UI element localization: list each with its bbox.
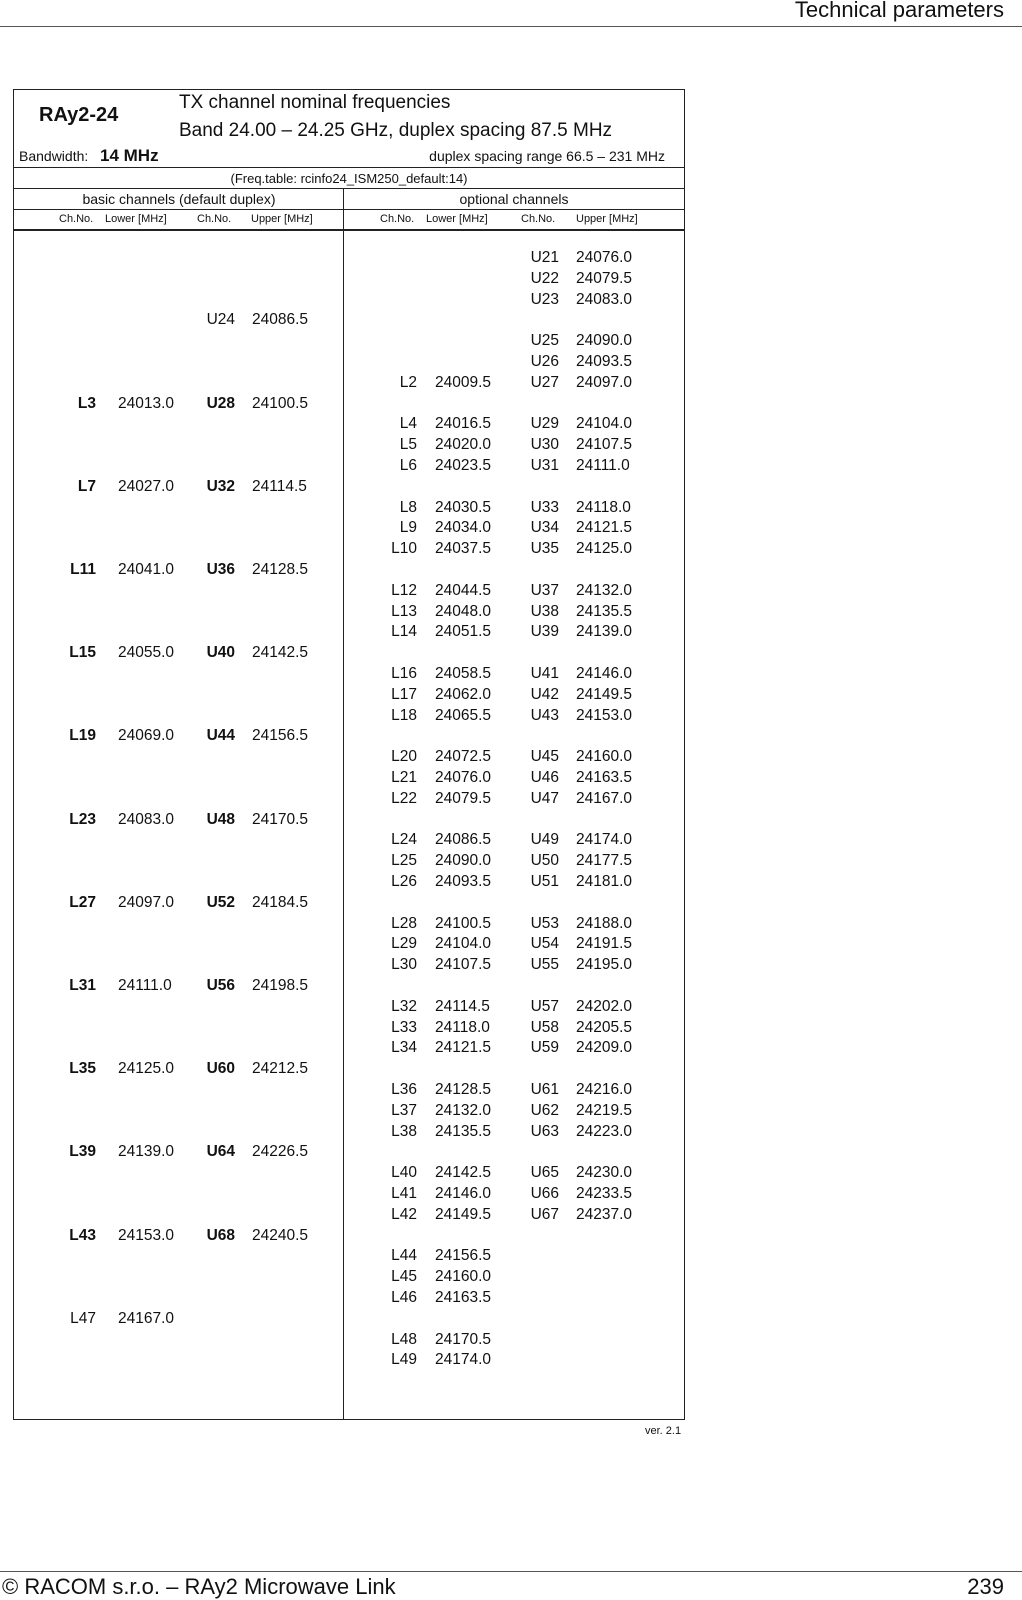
optional-frequency-upper: 24139.0 xyxy=(576,623,633,641)
optional-frequency-upper: 24181.0 xyxy=(576,873,633,890)
optional-frequency-lower: 24051.5 xyxy=(435,623,492,641)
optional-frequency-upper: 24230.0 xyxy=(576,1164,633,1182)
optional-channel-number-lower: L21 xyxy=(391,769,417,786)
optional-frequency-upper: 24083.0 xyxy=(576,290,633,308)
channel-frequency-table xyxy=(13,89,685,1420)
optional-frequency-upper: 24163.5 xyxy=(576,769,633,786)
optional-frequency-upper: 24191.5 xyxy=(576,935,633,953)
optional-channel-number-upper: U54 xyxy=(530,935,559,953)
optional-frequency-lower: 24093.5 xyxy=(435,873,492,890)
basic-channel-number-upper: U52 xyxy=(206,893,235,911)
optional-frequency-lower: 24058.5 xyxy=(435,665,492,682)
optional-frequency-lower: 24160.0 xyxy=(435,1268,492,1286)
optional-frequency-upper: 24216.0 xyxy=(576,1081,633,1098)
optional-frequency-lower: 24100.5 xyxy=(435,914,492,932)
optional-channel-number-lower: L37 xyxy=(391,1101,417,1119)
optional-channel-number-upper: U50 xyxy=(530,852,559,870)
table-title: TX channel nominal frequencies xyxy=(179,92,451,113)
optional-channel-number-upper: U29 xyxy=(530,415,559,433)
optional-channel-number-upper: U66 xyxy=(530,1185,559,1202)
optional-frequency-upper: 24223.0 xyxy=(576,1122,633,1140)
optional-channel-number-upper: U65 xyxy=(530,1164,559,1182)
optional-frequency-upper: 24107.5 xyxy=(576,436,633,454)
header-divider xyxy=(0,26,1022,27)
optional-frequency-upper: 24177.5 xyxy=(576,852,633,870)
optional-channel-number-lower: L17 xyxy=(391,685,417,703)
optional-channel-number-upper: U26 xyxy=(530,353,559,370)
optional-channel-number-upper: U49 xyxy=(530,831,559,849)
bandwidth-value: 14 MHz xyxy=(100,146,159,165)
optional-frequency-upper: 24233.5 xyxy=(576,1185,633,1202)
optional-frequency-upper: 24090.0 xyxy=(576,332,633,350)
optional-channel-number-upper: U21 xyxy=(530,249,559,266)
basic-channel-number-upper: U36 xyxy=(206,561,235,578)
optional-frequency-lower: 24128.5 xyxy=(435,1081,492,1098)
optional-channel-number-lower: L13 xyxy=(391,602,417,620)
basic-frequency-lower: 24153.0 xyxy=(118,1226,175,1244)
basic-frequency-lower: 24069.0 xyxy=(118,727,175,745)
optional-channel-number-lower: L40 xyxy=(391,1164,417,1182)
basic-frequency-upper: 24128.5 xyxy=(252,561,309,578)
optional-channel-number-upper: U61 xyxy=(530,1081,559,1098)
optional-frequency-lower: 24114.5 xyxy=(435,997,490,1015)
column-separator xyxy=(343,188,344,1419)
optional-frequency-lower: 24076.0 xyxy=(435,769,492,786)
optional-frequency-upper: 24097.0 xyxy=(576,373,633,391)
optional-frequency-lower: 24132.0 xyxy=(435,1101,492,1119)
optional-frequency-lower: 24023.5 xyxy=(435,457,492,474)
optional-frequency-lower: 24107.5 xyxy=(435,956,492,974)
optional-frequency-upper: 24104.0 xyxy=(576,415,633,433)
basic-frequency-lower: 24041.0 xyxy=(118,561,175,578)
optional-channel-number-lower: L28 xyxy=(391,914,417,932)
optional-channel-number-lower: L20 xyxy=(391,748,417,766)
optional-channel-number-lower: L29 xyxy=(391,935,417,953)
optional-channel-number-lower: L18 xyxy=(391,706,417,724)
basic-channel-number-lower: L23 xyxy=(69,810,96,828)
basic-frequency-lower: 24139.0 xyxy=(118,1143,175,1161)
optional-channel-number-lower: L9 xyxy=(399,519,417,537)
basic-frequency-upper: 24114.5 xyxy=(252,477,307,495)
optional-channel-number-upper: U53 xyxy=(530,914,559,932)
optional-frequency-lower: 24016.5 xyxy=(435,415,492,433)
optional-channel-number-lower: L49 xyxy=(391,1351,417,1369)
optional-channel-number-upper: U46 xyxy=(530,769,559,786)
optional-channel-number-lower: L22 xyxy=(391,789,417,807)
optional-frequency-lower: 24149.5 xyxy=(435,1205,492,1223)
optional-frequency-lower: 24044.5 xyxy=(435,581,492,599)
optional-channel-number-upper: U37 xyxy=(530,581,559,599)
col-header-chno: Ch.No. xyxy=(380,213,415,225)
optional-frequency-lower: 24146.0 xyxy=(435,1185,492,1202)
optional-frequency-upper: 24195.0 xyxy=(576,956,633,974)
basic-channel-number-upper: U64 xyxy=(206,1143,235,1161)
basic-frequency-upper: 24100.5 xyxy=(252,394,309,412)
optional-channel-number-lower: L2 xyxy=(399,373,417,391)
basic-channel-number-lower: L47 xyxy=(70,1309,96,1327)
basic-frequency-lower: 24125.0 xyxy=(118,1060,175,1078)
optional-frequency-upper: 24205.5 xyxy=(576,1018,633,1036)
optional-channel-number-lower: L45 xyxy=(391,1268,417,1286)
basic-channel-number-lower: L31 xyxy=(69,977,96,994)
optional-channel-number-lower: L33 xyxy=(391,1018,417,1036)
optional-frequency-lower: 24163.5 xyxy=(435,1289,492,1306)
optional-channel-number-lower: L34 xyxy=(391,1039,417,1057)
basic-channel-number-lower: L27 xyxy=(69,893,96,911)
optional-frequency-upper: 24118.0 xyxy=(576,498,631,516)
optional-channel-number-lower: L25 xyxy=(391,852,417,870)
footer-divider xyxy=(0,1571,1022,1572)
optional-frequency-lower: 24072.5 xyxy=(435,748,492,766)
optional-channel-number-upper: U47 xyxy=(530,789,559,807)
optional-channel-number-lower: L41 xyxy=(391,1185,417,1202)
basic-channel-number-lower: L11 xyxy=(70,561,96,578)
optional-frequency-upper: 24237.0 xyxy=(576,1205,633,1223)
optional-frequency-lower: 24065.5 xyxy=(435,706,492,724)
basic-channel-number-upper: U60 xyxy=(206,1060,235,1078)
basic-frequency-upper: 24086.5 xyxy=(252,311,309,329)
basic-channel-number-lower: L15 xyxy=(69,644,96,662)
optional-frequency-upper: 24135.5 xyxy=(576,602,633,620)
optional-frequency-upper: 24121.5 xyxy=(576,519,633,537)
basic-channel-number-upper: U24 xyxy=(206,311,235,329)
basic-channel-number-upper: U40 xyxy=(206,644,235,662)
optional-channel-number-upper: U39 xyxy=(530,623,559,641)
freq-table-name: (Freq.table: rcinfo24_ISM250_default:14) xyxy=(230,171,468,186)
optional-channel-number-upper: U51 xyxy=(530,873,559,890)
optional-frequency-lower: 24020.0 xyxy=(435,436,492,454)
optional-channel-number-lower: L26 xyxy=(391,873,417,890)
basic-channel-number-upper: U68 xyxy=(206,1226,235,1244)
optional-frequency-lower: 24118.0 xyxy=(435,1018,490,1036)
basic-frequency-upper: 24240.5 xyxy=(252,1226,309,1244)
col-header-upper: Upper [MHz] xyxy=(251,213,313,225)
basic-channel-number-upper: U32 xyxy=(206,477,235,495)
col-header-upper: Upper [MHz] xyxy=(576,213,638,225)
optional-channel-number-upper: U35 xyxy=(530,540,559,558)
divider xyxy=(14,167,684,168)
optional-channel-number-lower: L16 xyxy=(391,665,417,682)
basic-frequency-upper: 24184.5 xyxy=(252,893,309,911)
optional-channel-number-upper: U23 xyxy=(530,290,559,308)
basic-channel-number-lower: L19 xyxy=(69,727,96,745)
optional-channel-number-lower: L5 xyxy=(399,436,417,454)
optional-frequency-upper: 24076.0 xyxy=(576,249,633,266)
optional-frequency-lower: 24121.5 xyxy=(435,1039,492,1057)
optional-frequency-upper: 24132.0 xyxy=(576,581,633,599)
basic-channel-number-lower: L43 xyxy=(69,1226,96,1244)
basic-channel-number-lower: L7 xyxy=(77,477,96,495)
optional-channel-number-upper: U31 xyxy=(530,457,559,474)
optional-frequency-lower: 24170.5 xyxy=(435,1330,492,1348)
optional-channel-number-lower: L44 xyxy=(391,1247,417,1265)
optional-channel-number-lower: L10 xyxy=(391,540,417,558)
optional-frequency-lower: 24048.0 xyxy=(435,602,492,620)
optional-channel-number-upper: U30 xyxy=(530,436,559,454)
group-basic-label: basic channels (default duplex) xyxy=(82,191,276,207)
band-description: Band 24.00 – 24.25 GHz, duplex spacing 87.5 MHz xyxy=(179,120,613,141)
optional-frequency-lower: 24009.5 xyxy=(435,373,492,391)
optional-frequency-lower: 24062.0 xyxy=(435,685,492,703)
divider xyxy=(14,229,684,231)
optional-frequency-lower: 24037.5 xyxy=(435,540,492,558)
optional-channel-number-upper: U58 xyxy=(530,1018,559,1036)
optional-channel-number-upper: U38 xyxy=(530,602,559,620)
footer-copyright: © RACOM s.r.o. – RAy2 Microwave Link xyxy=(2,1574,396,1599)
basic-frequency-upper: 24226.5 xyxy=(252,1143,309,1161)
basic-frequency-lower: 24055.0 xyxy=(118,644,175,662)
optional-frequency-lower: 24086.5 xyxy=(435,831,492,849)
optional-frequency-upper: 24160.0 xyxy=(576,748,633,766)
optional-frequency-upper: 24153.0 xyxy=(576,706,633,724)
optional-channel-number-lower: L30 xyxy=(391,956,417,974)
optional-frequency-upper: 24219.5 xyxy=(576,1101,633,1119)
optional-channel-number-upper: U27 xyxy=(530,373,559,391)
col-header-lower: Lower [MHz] xyxy=(105,213,167,225)
optional-frequency-lower: 24174.0 xyxy=(435,1351,492,1369)
basic-frequency-upper: 24142.5 xyxy=(252,644,309,662)
optional-channel-number-lower: L12 xyxy=(391,581,417,599)
optional-frequency-upper: 24188.0 xyxy=(576,914,633,932)
optional-channel-number-upper: U34 xyxy=(530,519,559,537)
optional-channel-number-lower: L48 xyxy=(391,1330,417,1348)
basic-frequency-upper: 24170.5 xyxy=(252,810,309,828)
optional-channel-number-lower: L38 xyxy=(391,1122,417,1140)
basic-channel-number-lower: L3 xyxy=(77,394,96,412)
optional-frequency-lower: 24090.0 xyxy=(435,852,492,870)
version-label: ver. 2.1 xyxy=(645,1425,682,1437)
optional-frequency-upper: 24202.0 xyxy=(576,997,633,1015)
optional-frequency-lower: 24034.0 xyxy=(435,519,492,537)
optional-channel-number-upper: U45 xyxy=(530,748,559,766)
optional-frequency-lower: 24079.5 xyxy=(435,789,492,807)
optional-channel-number-upper: U63 xyxy=(530,1122,559,1140)
basic-frequency-lower: 24013.0 xyxy=(118,394,175,412)
optional-channel-number-lower: L36 xyxy=(391,1081,417,1098)
optional-frequency-lower: 24142.5 xyxy=(435,1164,492,1182)
optional-channel-number-lower: L46 xyxy=(391,1289,417,1306)
divider xyxy=(14,188,684,189)
optional-channel-number-upper: U41 xyxy=(530,665,559,682)
optional-channel-number-upper: U25 xyxy=(530,332,559,350)
optional-frequency-lower: 24156.5 xyxy=(435,1247,492,1265)
basic-channel-number-upper: U44 xyxy=(206,727,235,745)
optional-frequency-upper: 24209.0 xyxy=(576,1039,633,1057)
basic-frequency-lower: 24097.0 xyxy=(118,893,175,911)
bandwidth-label: Bandwidth: xyxy=(19,148,89,164)
col-header-chno: Ch.No. xyxy=(521,213,556,225)
optional-frequency-upper: 24111.0 xyxy=(576,457,630,474)
basic-frequency-lower: 24083.0 xyxy=(118,810,175,828)
basic-channel-number-upper: U56 xyxy=(206,977,235,994)
basic-channel-number-lower: L39 xyxy=(69,1143,96,1161)
basic-frequency-lower: 24111.0 xyxy=(118,977,172,994)
optional-channel-number-upper: U42 xyxy=(530,685,559,703)
optional-channel-number-lower: L42 xyxy=(391,1205,417,1223)
optional-frequency-upper: 24093.5 xyxy=(576,353,633,370)
optional-channel-number-upper: U22 xyxy=(530,269,559,287)
group-optional-label: optional channels xyxy=(459,191,569,207)
optional-channel-number-lower: L8 xyxy=(399,498,417,516)
optional-frequency-lower: 24135.5 xyxy=(435,1122,492,1140)
optional-channel-number-lower: L14 xyxy=(391,623,417,641)
optional-frequency-upper: 24149.5 xyxy=(576,685,633,703)
optional-frequency-upper: 24125.0 xyxy=(576,540,633,558)
basic-frequency-upper: 24198.5 xyxy=(252,977,309,994)
optional-channel-number-lower: L24 xyxy=(391,831,417,849)
optional-frequency-upper: 24167.0 xyxy=(576,789,633,807)
basic-frequency-lower: 24167.0 xyxy=(118,1309,175,1327)
optional-frequency-upper: 24174.0 xyxy=(576,831,633,849)
optional-channel-number-lower: L4 xyxy=(399,415,417,433)
col-header-lower: Lower [MHz] xyxy=(426,213,488,225)
model-name: RAy2-24 xyxy=(39,104,119,126)
divider xyxy=(14,209,684,210)
basic-frequency-upper: 24212.5 xyxy=(252,1060,309,1078)
optional-channel-number-upper: U57 xyxy=(530,997,559,1015)
optional-channel-number-lower: L32 xyxy=(391,997,417,1015)
optional-channel-number-upper: U55 xyxy=(530,956,559,974)
page-header-title: Technical parameters xyxy=(794,0,1004,22)
basic-frequency-upper: 24156.5 xyxy=(252,727,309,745)
optional-channel-number-upper: U67 xyxy=(530,1205,559,1223)
optional-frequency-upper: 24079.5 xyxy=(576,269,633,287)
optional-frequency-upper: 24146.0 xyxy=(576,665,633,682)
col-header-chno: Ch.No. xyxy=(59,213,94,225)
basic-channel-number-lower: L35 xyxy=(69,1060,96,1078)
duplex-range: duplex spacing range 66.5 – 231 MHz xyxy=(429,148,665,164)
optional-frequency-lower: 24104.0 xyxy=(435,935,492,953)
optional-channel-number-lower: L6 xyxy=(399,457,417,474)
optional-channel-number-upper: U62 xyxy=(530,1101,559,1119)
basic-channel-number-upper: U28 xyxy=(206,394,235,412)
col-header-chno: Ch.No. xyxy=(197,213,232,225)
optional-channel-number-upper: U33 xyxy=(530,498,559,516)
basic-channel-number-upper: U48 xyxy=(206,810,235,828)
page-number: 239 xyxy=(967,1574,1004,1599)
optional-channel-number-upper: U43 xyxy=(530,706,559,724)
optional-channel-number-upper: U59 xyxy=(530,1039,559,1057)
basic-frequency-lower: 24027.0 xyxy=(118,477,175,495)
optional-frequency-lower: 24030.5 xyxy=(435,498,492,516)
